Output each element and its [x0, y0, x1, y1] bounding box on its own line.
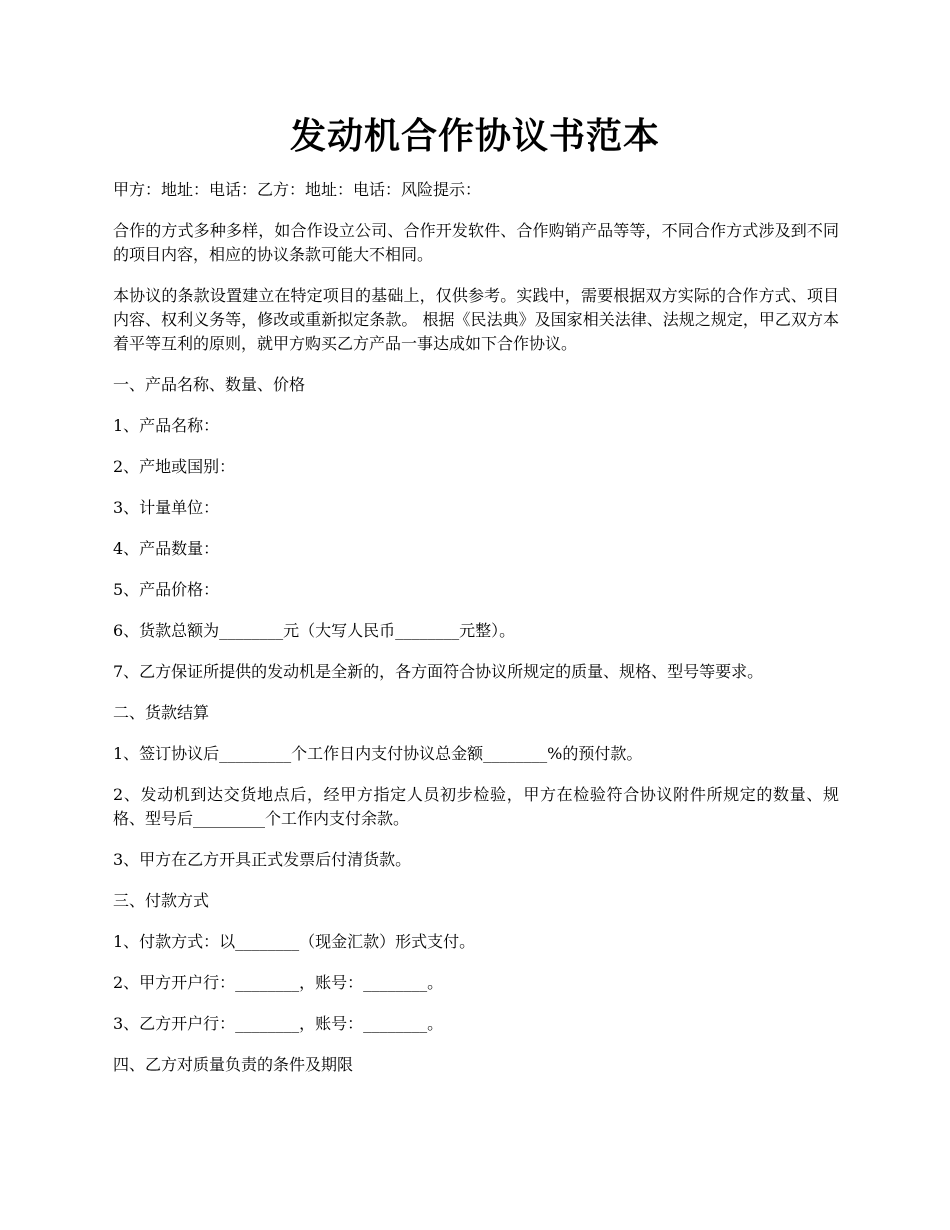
preamble-paragraph: 本协议的条款设置建立在特定项目的基础上，仅供参考。实践中，需要根据双方实际的合作方式、项目内容、权利义务等，修改或重新拟定条款。 根据《民法典》及国家相关法律、法规之规定，甲乙双方本着平等互利的原则，就甲方购买乙方产品一事达成如下合作协议。: [113, 286, 839, 353]
section-heading-4: 四、乙方对质量负责的条件及期限: [113, 1055, 354, 1074]
clause-item: 2、发动机到达交货地点后，经甲方指定人员初步检验，甲方在检验符合协议附件所规定的数量、规格、型号后_________个工作内支付余款。: [113, 785, 839, 828]
clause-item: 7、乙方保证所提供的发动机是全新的，各方面符合协议所规定的质量、规格、型号等要求。: [113, 662, 764, 681]
clause-item: 1、产品名称：: [113, 416, 220, 435]
clause-item: 4、产品数量：: [113, 539, 220, 558]
risk-note-paragraph: 合作的方式多种多样，如合作设立公司、合作开发软件、合作购销产品等等，不同合作方式涉及到不同的项目内容，相应的协议条款可能大不相同。: [113, 221, 839, 264]
clause-item: 2、产地或国别：: [113, 457, 236, 476]
section-heading-1: 一、产品名称、数量、价格: [113, 375, 306, 394]
document-body: [113, 178, 839, 1094]
section-heading-3: 三、付款方式: [113, 891, 210, 910]
clause-item: 3、乙方开户行：________，账号：________。: [113, 1014, 444, 1033]
section-heading-2: 二、货款结算: [113, 703, 210, 722]
party-info-line: 甲方：地址：电话：乙方：地址：电话：风险提示：: [113, 180, 482, 199]
clause-item: 3、甲方在乙方开具正式发票后付清货款。: [113, 850, 412, 869]
document-title: 发动机合作协议书范本: [289, 115, 660, 157]
clause-item: 1、签订协议后_________个工作日内支付协议总金额________%的预付款。: [113, 744, 643, 763]
clause-item: 1、付款方式：以________（现金汇款）形式支付。: [113, 932, 476, 951]
clause-item: 6、货款总额为________元（大写人民币________元整）。: [113, 621, 516, 640]
clause-item: 3、计量单位：: [113, 498, 220, 517]
clause-item: 5、产品价格：: [113, 580, 220, 599]
clause-item: 2、甲方开户行：________，账号：________。: [113, 973, 444, 992]
